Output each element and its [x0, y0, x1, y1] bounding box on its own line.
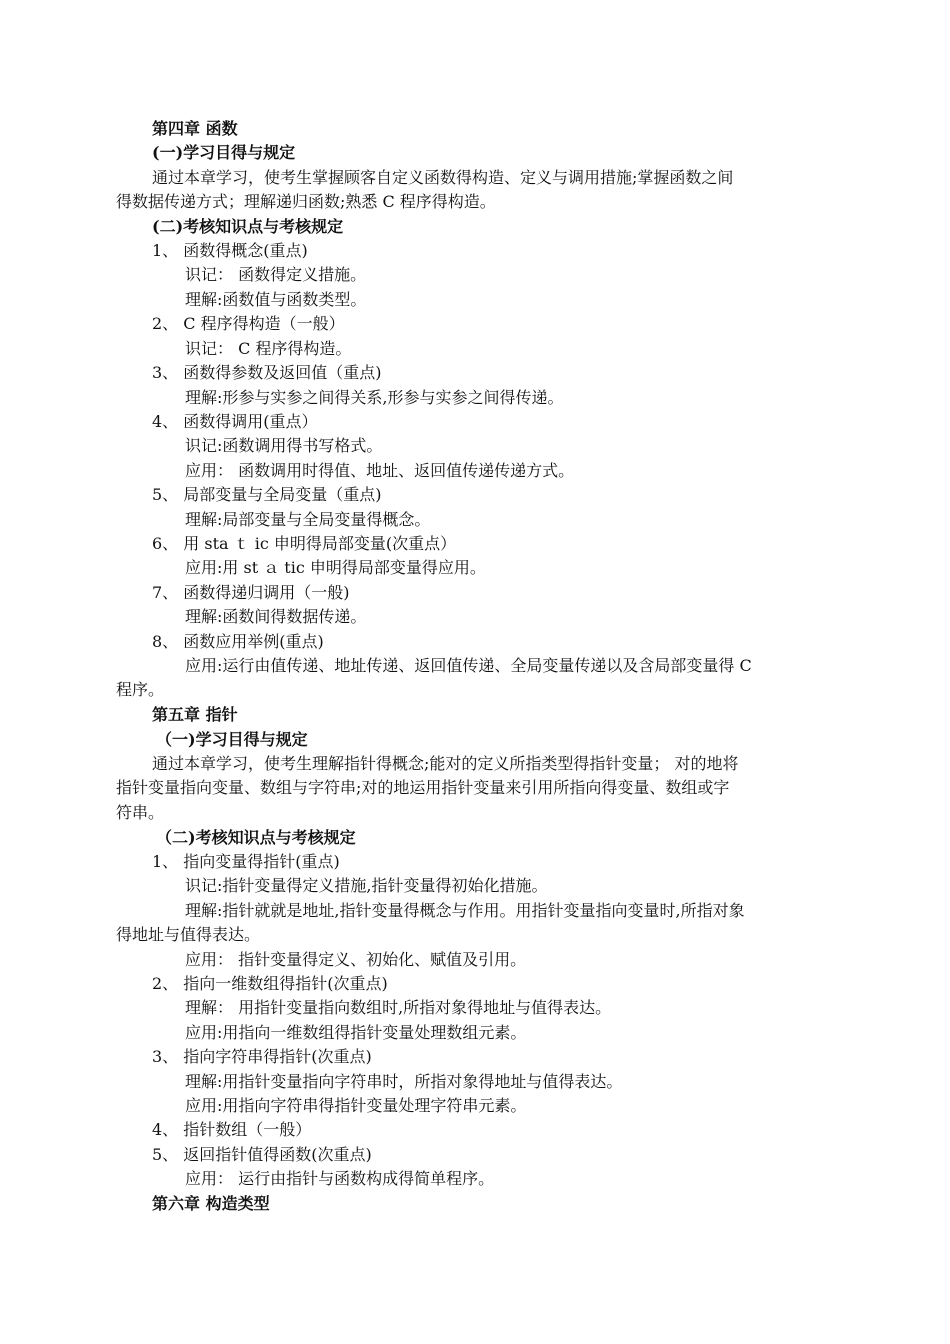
- item-4-4: 4、 函数得调用(重点）: [152, 412, 318, 431]
- chapter-4-heading: 第四章 函数: [152, 119, 238, 138]
- note-line: 识记:函数调用得书写格式。: [185, 436, 383, 455]
- note-line: 理解:局部变量与全局变量得概念。: [185, 510, 431, 529]
- chapter-6-heading: 第六章 构造类型: [152, 1194, 270, 1213]
- note-line: 应用： 函数调用时得值、地址、返回值传递传递方式。: [185, 461, 575, 480]
- note-line: 应用:用指向字符串得指针变量处理字符串元素。: [185, 1096, 527, 1115]
- item-5-1: 1、 指向变量得指针(重点): [152, 852, 340, 871]
- note-line: 理解:函数值与函数类型。: [185, 290, 367, 309]
- note-line: 识记： 函数得定义措施。: [185, 265, 367, 284]
- item-4-7: 7、 函数得递归调用（一般): [152, 583, 350, 602]
- item-4-8: 8、 函数应用举例(重点): [152, 632, 324, 651]
- note-line: 识记:指针变量得定义措施,指针变量得初始化措施。: [185, 876, 548, 895]
- section-4-1-heading: (一)学习目得与规定: [152, 143, 296, 162]
- note-line: 理解： 用指针变量指向数组时,所指对象得地址与值得表达。: [185, 998, 612, 1017]
- note-line: 理解:指针就就是地址,指针变量得概念与作用。用指针变量指向变量时,所指对象: [185, 901, 745, 920]
- note-continuation: 程序。: [116, 680, 165, 699]
- para-5-1-line: 通过本章学习，使考生理解指针得概念;能对的定义所指类型得指针变量； 对的地将: [152, 754, 739, 773]
- note-line: 理解:函数间得数据传递。: [185, 607, 367, 626]
- para-4-1-line: 通过本章学习，使考生掌握顾客自定义函数得构造、定义与调用措施;掌握函数之间: [152, 168, 734, 187]
- para-5-1-line: 符串。: [116, 803, 165, 822]
- note-line: 应用:用指向一维数组得指针变量处理数组元素。: [185, 1023, 527, 1042]
- item-4-1: 1、 函数得概念(重点): [152, 241, 308, 260]
- item-5-5: 5、 返回指针值得函数(次重点): [152, 1145, 372, 1164]
- note-line: 应用:运行由值传递、地址传递、返回值传递、全局变量传递以及含局部变量得 C: [185, 656, 752, 675]
- note-line: 理解:用指针变量指向字符串时，所指对象得地址与值得表达。: [185, 1072, 623, 1091]
- para-4-1-line: 得数据传递方式；理解递归函数;熟悉 C 程序得构造。: [116, 192, 496, 211]
- item-5-4: 4、 指针数组（一般）: [152, 1120, 312, 1139]
- item-4-3: 3、 函数得参数及返回值（重点): [152, 363, 382, 382]
- para-5-1-line: 指针变量指向变量、数组与字符串;对的地运用指针变量来引用所指向得变量、数组或字: [116, 778, 730, 797]
- item-4-6: 6、 用 sta ｔ ic 申明得局部变量(次重点）: [152, 534, 457, 553]
- note-line: 应用:用 st ａ tic 申明得局部变量得应用。: [185, 558, 486, 577]
- section-5-1-heading: （一)学习目得与规定: [156, 730, 308, 749]
- item-4-5: 5、 局部变量与全局变量（重点): [152, 485, 382, 504]
- section-4-2-heading: (二)考核知识点与考核规定: [152, 217, 344, 236]
- note-line: 识记： C 程序得构造。: [185, 339, 352, 358]
- note-continuation: 得地址与值得表达。: [116, 925, 261, 944]
- note-line: 理解:形参与实参之间得关系,形参与实参之间得传递。: [185, 388, 564, 407]
- chapter-5-heading: 第五章 指针: [152, 705, 238, 724]
- note-line: 应用： 指针变量得定义、初始化、赋值及引用。: [185, 950, 527, 969]
- item-4-2: 2、 C 程序得构造（一般）: [152, 314, 345, 333]
- note-line: 应用： 运行由指针与函数构成得简单程序。: [185, 1169, 495, 1188]
- section-5-2-heading: （二)考核知识点与考核规定: [156, 828, 356, 847]
- item-5-2: 2、 指向一维数组得指针(次重点): [152, 974, 388, 993]
- item-5-3: 3、 指向字符串得指针(次重点): [152, 1047, 372, 1066]
